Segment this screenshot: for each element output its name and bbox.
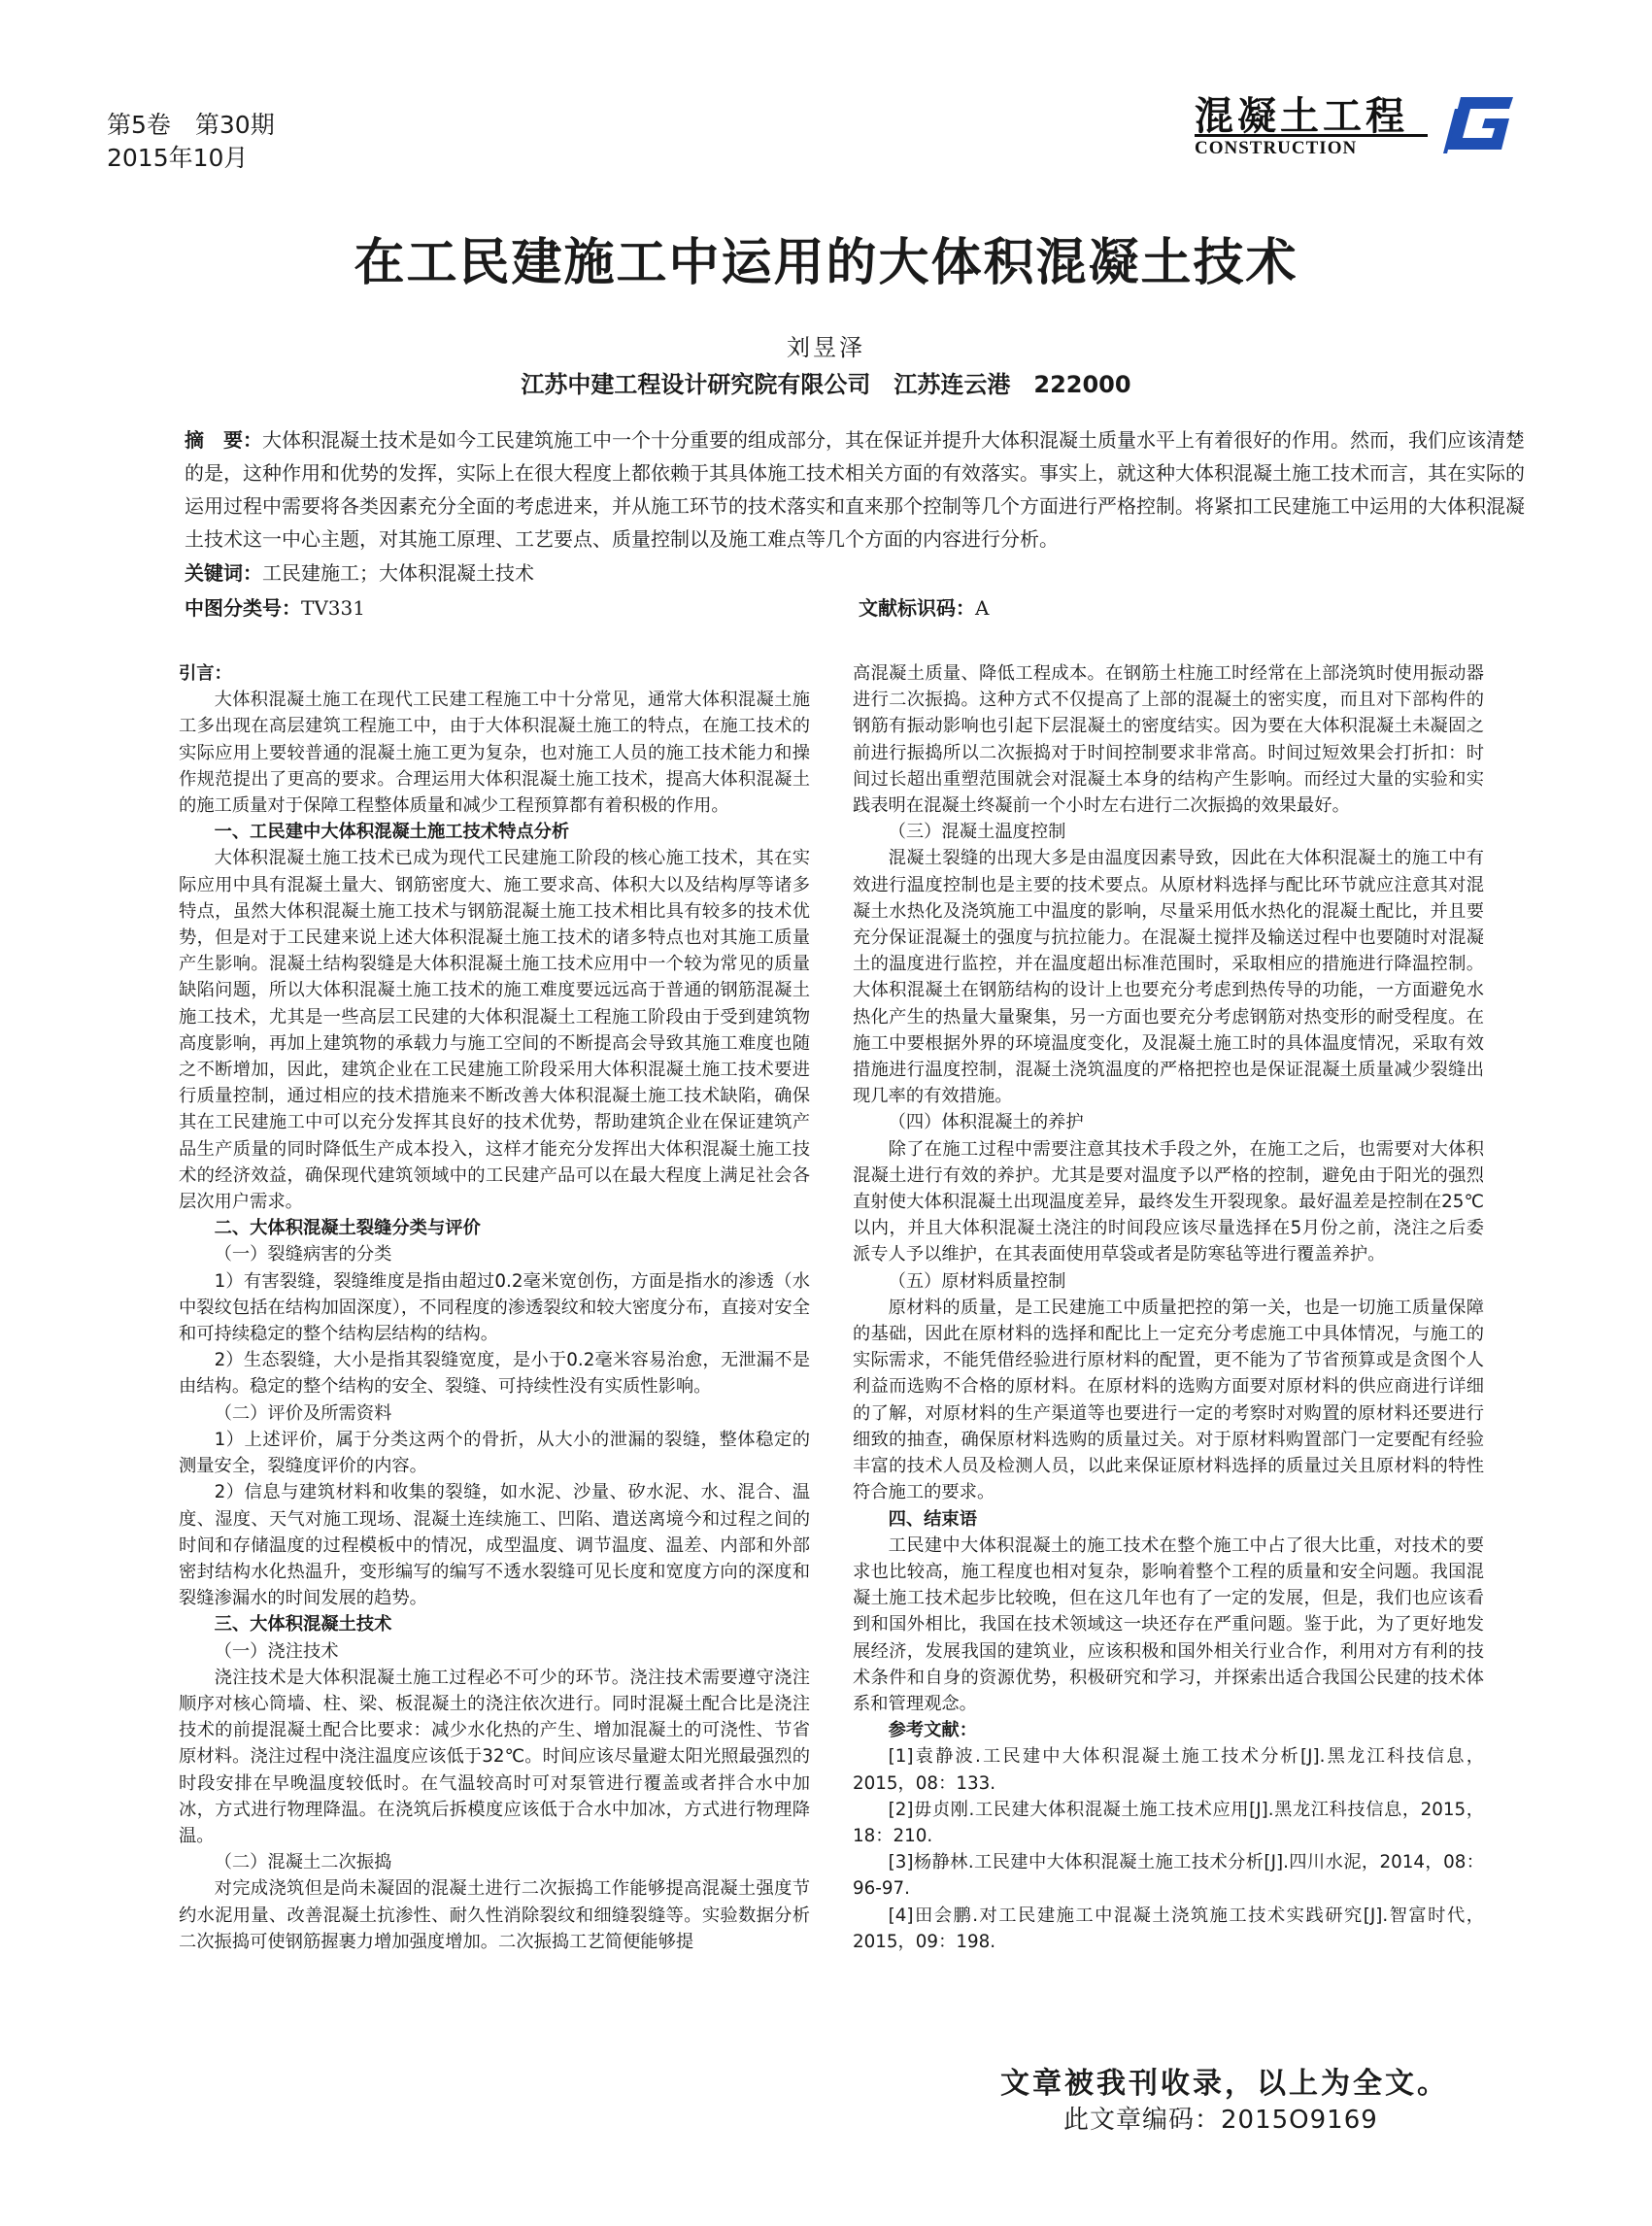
clc-label: 中图分类号： [185, 596, 301, 620]
section-heading: 一、工民建中大体积混凝土施工技术特点分析 [214, 822, 570, 843]
paragraph: 1）上述评价，属于分类这两个的骨折，从大小的泄漏的裂缝，整体稳定的测量安全，裂缝度评价的内容。 [179, 1429, 810, 1477]
volume-issue: 第5卷 第30期 [107, 111, 275, 139]
paragraph: 高混凝土质量、降低工程成本。在钢筋土柱施工时经常在上部浇筑时使用振动器进行二次振捣。这种方式不仅提高了上部的混凝土的密实度，而且对下部构件的钢筋有振动影响也引起下层混凝土的密度结实。因为要在大体积混凝土未凝固之前进行振捣所以二次振捣对于时间控制要求非常高。时间过短效果会打折扣：时间过长超出重塑范围就会对混凝土本身的结构产生影响。而经过大量的实验和实践表明在混凝土终凝前一个小时左右进行二次振捣的效果最好。 [853, 663, 1484, 817]
section-heading: 二、大体积混凝土裂缝分类与评价 [214, 1218, 481, 1239]
reference-item: [3]杨静林.工民建中大体积混凝土施工技术分析[J].四川水泥，2014，08：96-97. [853, 1852, 1484, 1900]
article-title: 在工民建施工中运用的大体积混凝土技术 [354, 234, 1298, 292]
document-id [859, 592, 989, 621]
keywords-label: 关键词： [185, 561, 262, 585]
subsection-heading: （一）裂缝病害的分类 [214, 1244, 392, 1265]
left-column [179, 660, 810, 1955]
paragraph: 2）信息与建筑材料和收集的裂缝，如水泥、沙量、矽水泥、水、混合、温度、湿度、天气对施工现场、混凝土连续施工、凹陷、遣送离境今和过程之间的时间和存储温度的过程模板中的情况，成型温度、调节温度、温差、内部和外部密封结构水化热温升，变形编写的编写不透水裂缝可见长度和宽度方向的深度和裂缝渗漏水的时间发展的趋势。 [179, 1482, 810, 1609]
subsection-heading: （三）混凝土温度控制 [888, 822, 1066, 843]
journal-name-cn: 混凝土工程 [1195, 93, 1408, 139]
paragraph: 原材料的质量，是工民建施工中质量把控的第一关，也是一切施工质量保障的基础，因此在原材料的选择和配比上一定充分考虑施工中具体情况，与施工的实际需求，不能凭借经验进行原材料的配置，更不能为了节省预算或是贪图个人利益而选购不合格的原材料。在原材料的选购方面要对原材料的供应商进行详细的了解，对原材料的生产渠道等也要进行一定的考察时对购置的原材料还要进行细致的抽查，确保原材料选购的质量过关。对于原材料购置部门一定要配有经验丰富的技术人员及检测人员，以此来保证原材料选择的质量过关且原材料的特性符合施工的要求。 [853, 1297, 1484, 1503]
subsection-heading: （五）原材料质量控制 [888, 1270, 1066, 1292]
author-name: 刘昱泽 [787, 334, 865, 361]
paragraph: 2）生态裂缝，大小是指其裂缝宽度，是小于0.2毫米容易治愈，无泄漏不是由结构。稳定的整个结构的安全、裂缝、可持续性没有实质性影响。 [179, 1350, 810, 1398]
abstract-label: 摘 要： [185, 428, 262, 452]
keywords-text: 工民建施工；大体积混凝土技术 [262, 561, 534, 585]
paragraph: 工民建中大体积混凝土的施工技术在整个施工中占了很大比重，对技术的要求也比较高，施工程度也相对复杂，影响着整个工程的质量和安全问题。我国混凝土施工技术起步比较晚，但在这几年也有了一定的发展，但是，我们也应该看到和国外相比，我国在技术领域这一块还存在严重问题。鉴于此，为了更好地发展经济，发展我国的建筑业，应该积极和国外相关行业合作，利用对方有利的技术条件和自身的资源优势，积极研究和学习，并探索出适合我国公民建的技术体系和管理观念。 [853, 1535, 1484, 1714]
reference-item: [2]毋贞刚.工民建大体积混凝土施工技术应用[J].黑龙江科技信息，2015，18：210. [853, 1799, 1484, 1846]
paragraph: 1）有害裂缝，裂缝维度是指由超过0.2毫米宽创伤，方面是指水的渗透（水中裂纹包括在结构加固深度），不同程度的渗透裂纹和较大密度分布，直接对安全和可持续稳定的整个结构层结构的结构。 [179, 1270, 810, 1345]
subsection-heading: （二）评价及所需资料 [214, 1402, 392, 1424]
footer-note: 文章被我刊收录，以上为全文。 [1000, 2067, 1449, 2101]
issue-date: 2015年10月 [107, 144, 249, 172]
author-affiliation: 江苏中建工程设计研究院有限公司 江苏连云港 222000 [521, 371, 1131, 398]
abstract [185, 423, 1525, 556]
doc-id-value: A [975, 596, 990, 620]
subsection-heading: （一）浇注技术 [214, 1640, 339, 1662]
clc-number [185, 592, 365, 621]
subsection-heading: （四）体积混凝土的养护 [888, 1112, 1084, 1133]
paragraph: 大体积混凝土施工技术已成为现代工民建施工阶段的核心施工技术，其在实际应用中具有混凝土量大、钢筋密度大、施工要求高、体积大以及结构厚等诸多特点，虽然大体积混凝土施工技术与钢筋混凝土施工技术相比具有较多的技术优势，但是对于工民建来说上述大体积混凝土施工技术的诸多特点也对其施工质量产生影响。混凝土结构裂缝是大体积混凝土施工技术应用中一个较为常见的质量缺陷问题，所以大体积混凝土施工技术的施工难度要远远高于普通的钢筋混凝土施工技术，尤其是一些高层工民建的大体积混凝土工程施工阶段由于受到建筑物高度影响，再加上建筑物的承载力与施工空间的不断提高会导致其施工难度也随之不断增加，因此，建筑企业在工民建施工阶段采用大体积混凝土施工技术要进行质量控制，通过相应的技术措施来不断改善大体积混凝土施工技术缺陷，确保其在工民建施工中可以充分发挥其良好的技术优势，帮助建筑企业在保证建筑产品生产质量的同时降低生产成本投入，这样才能充分发挥出大体积混凝土施工技术的经济效益，确保现代建筑领域中的工民建产品可以在最大程度上满足社会各层次用户需求。 [179, 848, 810, 1213]
section-heading: 引言： [179, 663, 232, 684]
keywords [185, 557, 534, 586]
doc-id-label: 文献标识码： [859, 596, 975, 620]
clc-value: TV331 [301, 596, 365, 620]
journal-name-en: CONSTRUCTION [1195, 134, 1428, 162]
right-column [853, 660, 1484, 1955]
paragraph: 浇注技术是大体积混凝土施工过程必不可少的环节。浇注技术需要遵守浇注顺序对核心筒墙、柱、梁、板混凝土的浇注依次进行。同时混凝土配合比是浇注技术的前提混凝土配合比要求：减少水化热的产生、增加混凝土的可浇性、节省原材料。浇注过程中浇注温度应该低于32℃。时间应该尽量避太阳光照最强烈的时段安排在早晚温度较低时。在气温较高时可对泵管进行覆盖或者拌合水中加冰，方式进行物理降温。在浇筑后拆模度应该低于合水中加冰，方式进行物理降温。 [179, 1667, 810, 1846]
volume-info [107, 109, 275, 175]
journal-logo [1195, 85, 1525, 161]
paragraph: 对完成浇筑但是尚未凝固的混凝土进行二次振捣工作能够提高混凝土强度节约水泥用量、改善混凝土抗渗性、耐久性消除裂纹和细缝裂缝等。实验数据分析二次振捣可使钢筋握裹力增加强度增加。二次振捣工艺简便能够提 [179, 1878, 810, 1952]
footer-code: 此文章编码：2015O9169 [1063, 2106, 1378, 2135]
section-heading: 四、结束语 [888, 1508, 977, 1530]
subsection-heading: （二）混凝土二次振捣 [214, 1852, 392, 1873]
section-heading: 三、大体积混凝土技术 [214, 1614, 392, 1636]
section-heading: 参考文献： [888, 1720, 977, 1741]
journal-emblem-icon [1439, 89, 1517, 157]
reference-item: [4]田会鹏.对工民建施工中混凝土浇筑施工技术实践研究[J].智富时代，2015，09：198. [853, 1905, 1484, 1952]
abstract-text: 大体积混凝土技术是如今工民建筑施工中一个十分重要的组成部分，其在保证并提升大体积混凝土质量水平上有着很好的作用。然而，我们应该清楚的是，这种作用和优势的发挥，实际上在很大程度上都依赖于其具体施工技术相关方面的有效落实。事实上，就这种大体积混凝土施工技术而言，其在实际的运用过程中需要将各类因素充分全面的考虑进来，并从施工环节的技术落实和直来那个控制等几个方面进行严格控制。将紧扣工民建施工中运用的大体积混凝土技术这一中心主题，对其施工原理、工艺要点、质量控制以及施工难点等几个方面的内容进行分析。 [185, 428, 1525, 551]
paragraph: 除了在施工过程中需要注意其技术手段之外，在施工之后，也需要对大体积混凝土进行有效的养护。尤其是要对温度予以严格的控制，避免由于阳光的强烈直射使大体积混凝土出现温度差异，最终发生开裂现象。最好温差是控制在25℃以内，并且大体积混凝土浇注的时间段应该尽量选择在5月份之前，浇注之后委派专人予以维护，在其表面使用草袋或者是防寒毡等进行覆盖养护。 [853, 1138, 1484, 1265]
paragraph: 混凝土裂缝的出现大多是由温度因素导致，因此在大体积混凝土的施工中有效进行温度控制也是主要的技术要点。从原材料选择与配比环节就应注意其对混凝土水热化及浇筑施工中温度的影响，尽量采用低水热化的混凝土配比，并且要充分保证混凝土的强度与抗拉能力。在混凝土搅拌及输送过程中也要随时对混凝土的温度进行监控，并在温度超出标准范围时，采取相应的措施进行降温控制。大体积混凝土在钢筋结构的设计上也要充分考虑到热传导的功能，一方面避免水热化产生的热量大量聚集，另一方面也要充分考虑钢筋对热变形的耐受程度。在施工中要根据外界的环境温度变化，及混凝土施工时的具体温度情况，采取有效措施进行温度控制，混凝土浇筑温度的严格把控也是保证混凝土质量减少裂缝出现几率的有效措施。 [853, 848, 1484, 1107]
paragraph: 大体积混凝土施工在现代工民建工程施工中十分常见，通常大体积混凝土施工多出现在高层建筑工程施工中，由于大体积混凝土施工的特点，在施工技术的实际应用上要较普通的混凝土施工更为复杂，也对施工人员的施工技术能力和操作规范提出了更高的要求。合理运用大体积混凝土施工技术，提高大体积混凝土的施工质量对于保障工程整体质量和减少工程预算都有着积极的作用。 [179, 690, 810, 817]
reference-item: [1]袁静波.工民建中大体积混凝土施工技术分析[J].黑龙江科技信息，2015，08：133. [853, 1746, 1484, 1794]
